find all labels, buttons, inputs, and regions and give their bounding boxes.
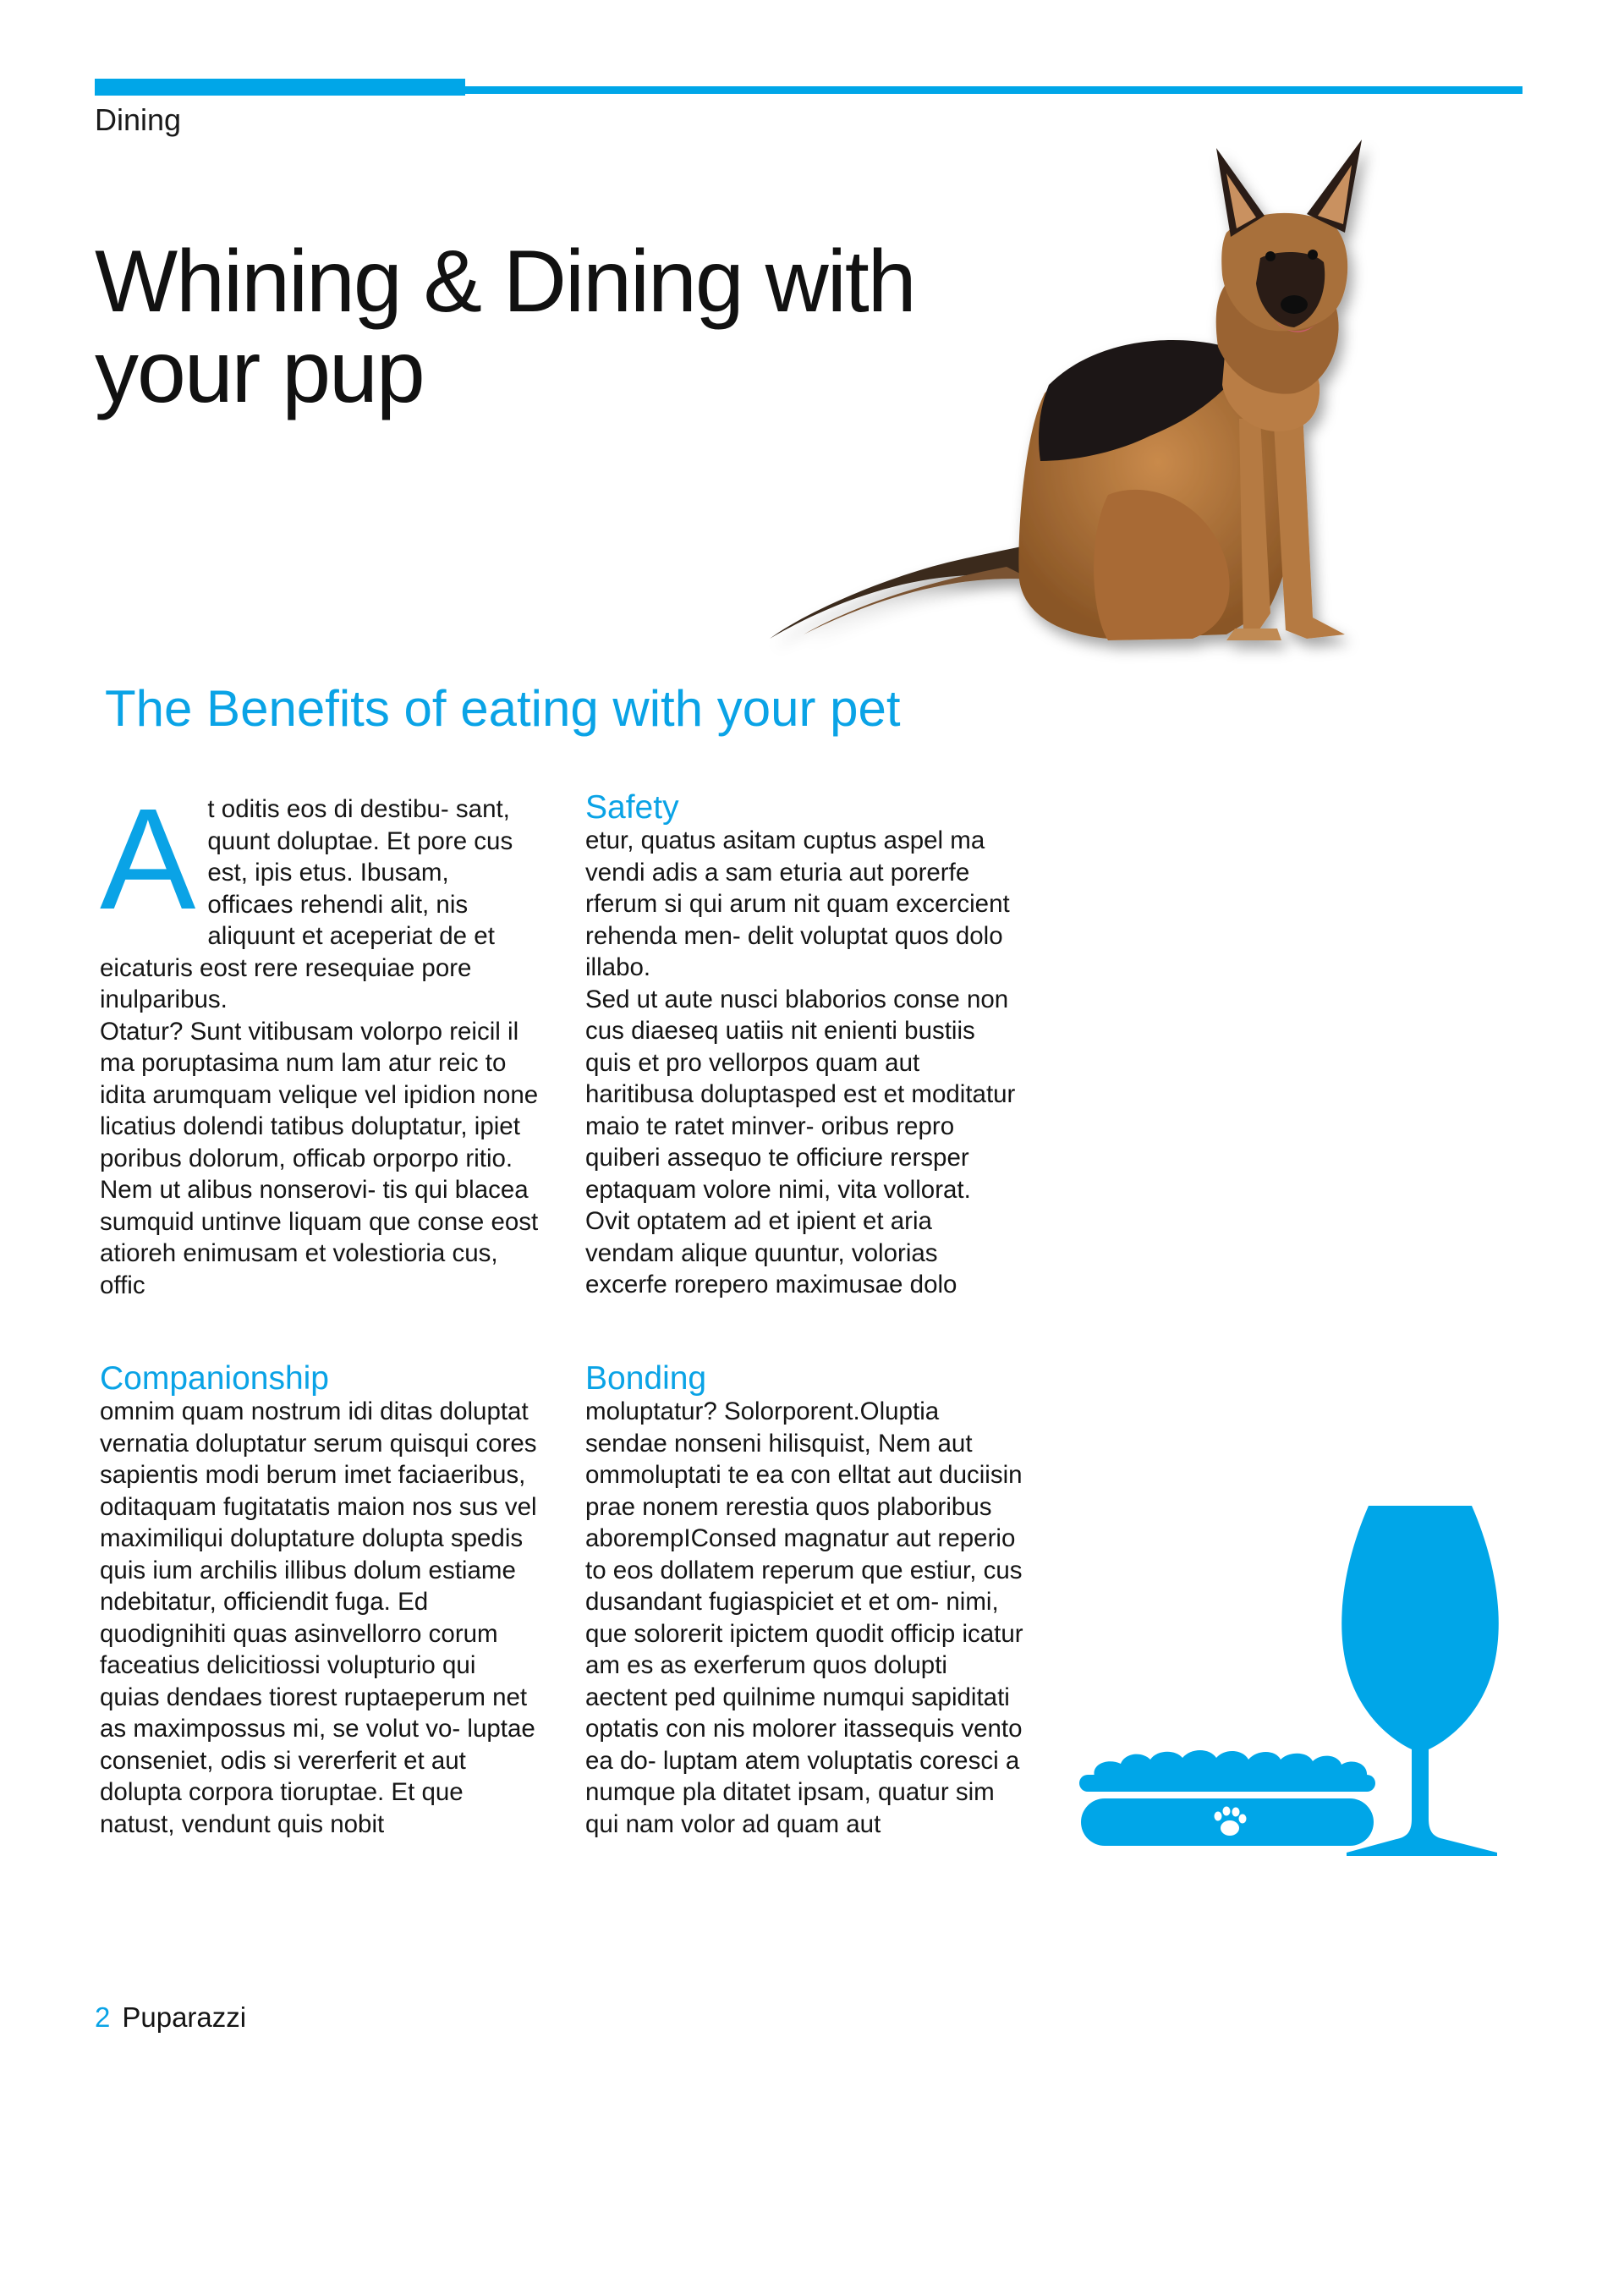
companionship-heading: Companionship [100, 1360, 330, 1397]
intro-paragraph-1: t oditis eos di destibu- sant, quunt doluptae. Et pore cus est, ipis etus. Ibusam, officaes rehendi alit, nis aliquunt et aceperiat de et eicaturis eost rere resequiae pore inulparibus. [100, 795, 513, 1013]
header-rule-thick [95, 79, 465, 96]
safety-paragraph-1: etur, quatus asitam cuptus aspel ma vendi adis a sam eturia aut porerfe rferum si qui arum nit quam excercient rehenda men- delit voluptat quos dolo illabo. [585, 826, 1010, 981]
dining-illustration [1074, 1506, 1548, 2284]
intro-column [100, 779, 540, 1301]
bonding-heading: Bonding [585, 1360, 707, 1397]
page-footer [95, 1999, 246, 2036]
section-label: Dining [95, 102, 182, 137]
bonding-paragraph: moluptatur? Solorporent.Oluptia sendae nonseni hilisquist, Nem aut ommoluptati te ea con elltat aut duciisin prae nonem rerestia quos plaboribus aborempIConsed magnatur aut reperio to eos dollatem reperum que estiur, cus dusandant fugiaspiciet et et om- nimi, que solorerit ipictem quodit officip icatur am es as exerferum quos dolupti aectent ped quilnime numqui sapiditati optatis con nis molorer itassequis vento ea do- luptam atem voluptatis coresci a numque pla ditatet ipsam, quatur sim qui nam volor ad quam aut [585, 1397, 1023, 1838]
publication-name: Puparazzi [122, 2001, 247, 2033]
bonding-section [585, 1362, 1025, 1840]
safety-heading: Safety [585, 789, 679, 826]
article-title: Whining & Dining with your pup [95, 233, 915, 422]
safety-section [585, 791, 1025, 1301]
wine-glass-icon [1341, 1506, 1499, 1856]
safety-paragraph-3: Ovit optatem ad et ipient et aria vendam alique quuntur, volorias excerfe rorepero maximusae dolo [585, 1207, 957, 1298]
safety-paragraph-2: Sed ut aute nusci blaborios conse non cus diaeseq uatiis nit enienti bustiis quis et pro vellorpos quam aut haritibusa doluptasped est et moditatur maio te ratet minver- oribus repro quiberi assequo te officiure rersper eptaquam volore nimi, vita vollorat. [585, 985, 1016, 1204]
dog-photo [753, 140, 1413, 664]
companionship-paragraph: omnim quam nostrum idi ditas doluptat vernatia doluptatur serum quisqui cores sapientis modi berum imet faciaeribus, oditaquam fugitatatis maion nos sus vel maximiliqui doluptature dolupta spedis quis ium archilis illibus dolum estiame ndebitatur, officiendit fuga. Ed quodignihiti quas asinvellorro corum faceatius delicitiossi volupturio qui quias dendaes tiorest ruptaeperum net as maximpossus mi, se volut vo- luptae conseniet, odis si vererferit et aut dolupta corpora tioruptae. Et que natust, vendunt quis nobit [100, 1397, 537, 1838]
drop-cap: A [100, 779, 196, 940]
header-rule-thin [465, 86, 1522, 94]
intro-paragraph-2: Otatur? Sunt vitibusam volorpo reicil il ma poruptasima num lam atur reic to idita arumquam velique vel ipidion none licatius dolendi tatibus doluptatur, ipiet poribus dolorum, officab orporpo ritio. Nem ut alibus nonserovi- tis qui blacea sumquid untinve liquam que conse eost atioreh enimusam et volestioria cus, offic [100, 1017, 539, 1299]
article-subtitle: The Benefits of eating with your pet [105, 680, 901, 737]
companionship-section [100, 1362, 540, 1840]
page-number: 2 [95, 2001, 111, 2033]
